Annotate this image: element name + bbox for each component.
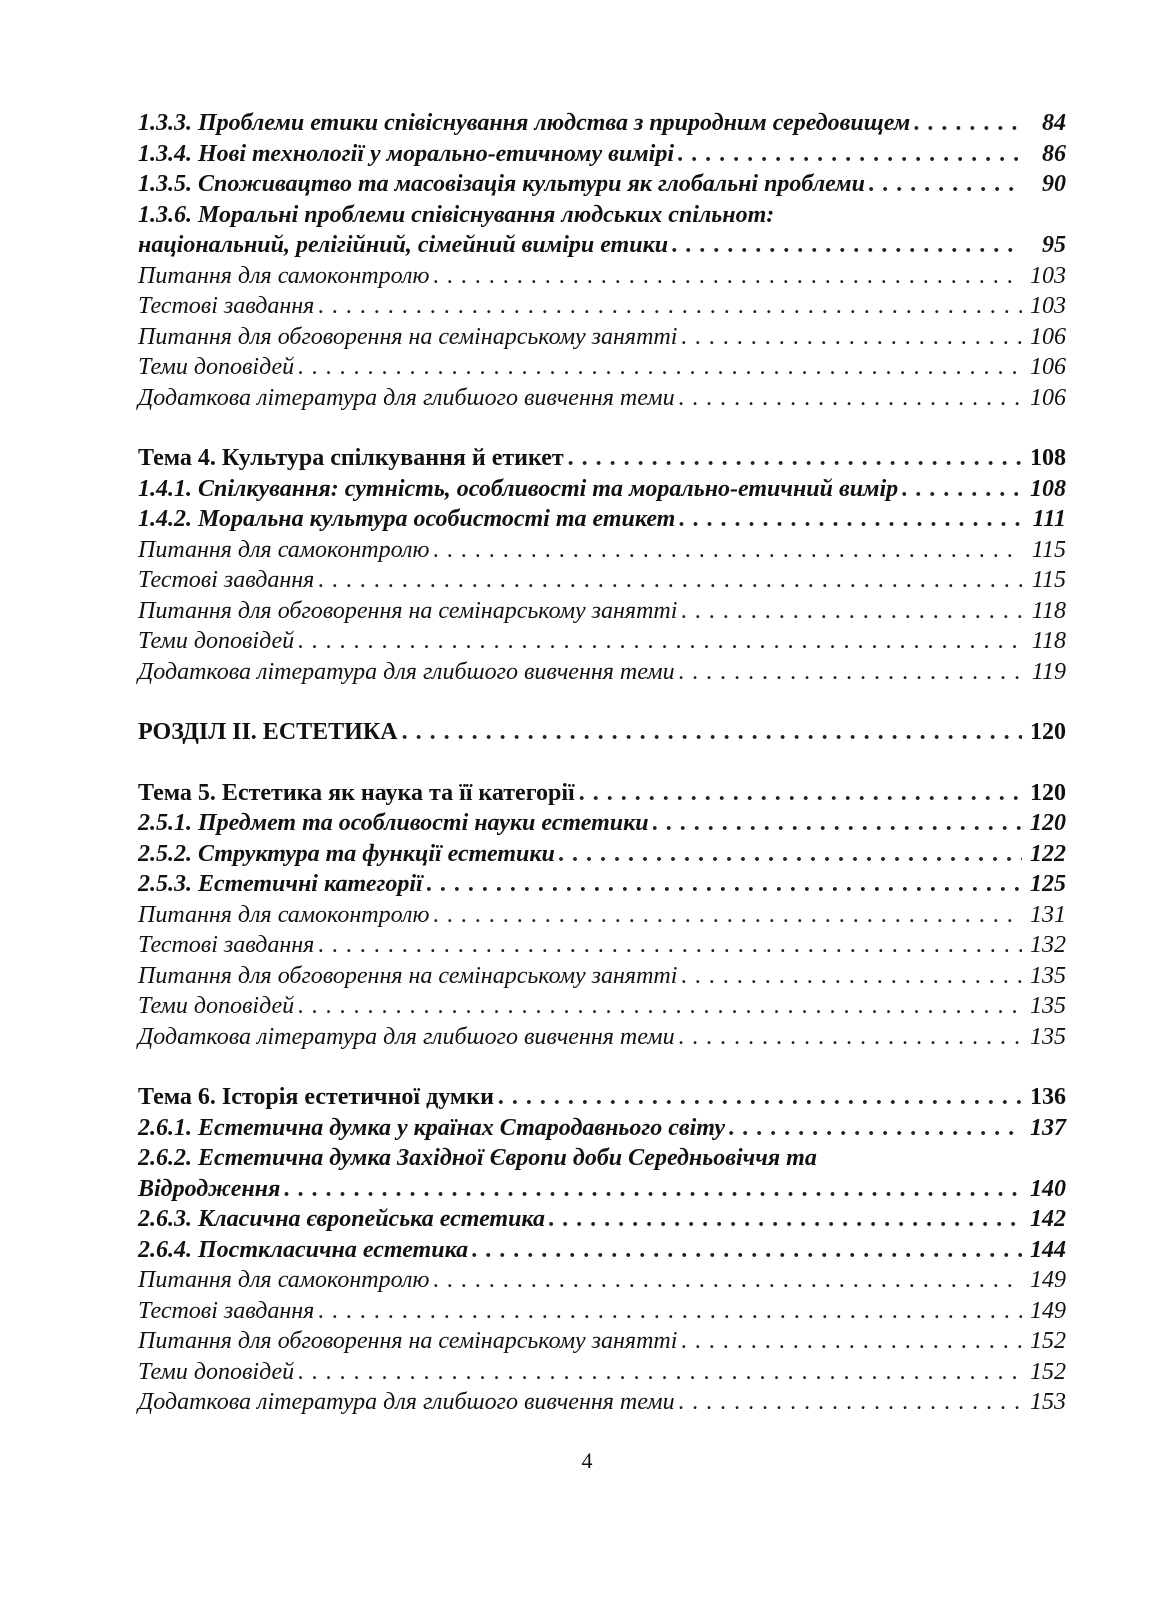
toc-entry[interactable] — [138, 1082, 1066, 1113]
toc-entry-page: 149 — [1030, 1267, 1066, 1293]
toc-entry[interactable] — [138, 1235, 1066, 1266]
toc-entry[interactable] — [138, 1326, 1066, 1357]
toc-entry-title: 2.6.4. Посткласична естетика — [138, 1236, 469, 1263]
toc-entry[interactable] — [138, 1265, 1066, 1296]
toc-entry-page: 153 — [1030, 1389, 1066, 1415]
toc-entry[interactable] — [138, 839, 1066, 870]
toc-entry[interactable] — [138, 565, 1066, 596]
toc-leader-dots — [653, 808, 1022, 839]
toc-leader-dots — [679, 657, 1022, 688]
toc-entry-title: Тестові завдання — [138, 293, 315, 319]
toc-entry-page: 118 — [1031, 628, 1066, 654]
toc-entry[interactable] — [138, 1022, 1066, 1053]
toc-entry-title: Питання для обговорення на семінарському занятті — [138, 962, 678, 989]
toc-entry[interactable] — [138, 443, 1066, 474]
toc-entry[interactable] — [138, 596, 1066, 627]
toc-leader-dots — [318, 291, 1022, 322]
toc-entry-page: 135 — [1030, 962, 1066, 989]
toc-entry-title: Відродження — [138, 1175, 281, 1202]
toc-leader-dots — [298, 1357, 1022, 1388]
section-spacer — [138, 748, 1066, 778]
toc-entry[interactable] — [138, 535, 1066, 566]
toc-entry-title: 2.5.1. Предмет та особливості науки естетики — [138, 810, 649, 836]
toc-entry[interactable] — [138, 991, 1066, 1022]
toc-leader-dots — [679, 504, 1022, 535]
toc-leader-dots — [914, 108, 1022, 139]
toc-leader-dots — [433, 261, 1022, 292]
toc-entry-page: 95 — [1042, 232, 1066, 258]
toc-entry[interactable] — [138, 1113, 1066, 1144]
toc-leader-dots — [472, 1235, 1022, 1266]
toc-leader-dots — [681, 961, 1022, 992]
toc-entry[interactable] — [138, 626, 1066, 657]
toc-leader-dots — [402, 717, 1022, 748]
toc-entry-title: 2.5.2. Структура та функції естетики — [138, 840, 555, 867]
toc-leader-dots — [729, 1113, 1022, 1144]
toc-entry-title: Питання для самоконтролю — [138, 901, 430, 928]
toc-entry[interactable] — [138, 261, 1066, 292]
toc-leader-dots — [433, 900, 1022, 931]
toc-leader-dots — [549, 1204, 1022, 1235]
toc-entry[interactable] — [138, 139, 1066, 170]
toc-entry-page: 142 — [1030, 1206, 1066, 1232]
toc-leader-dots — [679, 1022, 1022, 1053]
toc-entry[interactable] — [138, 108, 1066, 139]
toc-entry-title: національний, релігійний, сімейний виміри етики — [138, 232, 669, 258]
page-number: 4 — [581, 1448, 593, 1473]
toc-leader-dots — [681, 322, 1022, 353]
toc-entry-title: Тестові завдання — [138, 932, 315, 958]
toc-entry-page: 106 — [1030, 323, 1066, 350]
toc-entry[interactable] — [138, 1387, 1066, 1418]
toc-entry-title: РОЗДІЛ ІІ. ЕСТЕТИКА — [138, 719, 398, 745]
toc-entry[interactable] — [138, 1204, 1066, 1235]
toc-entry-page: 120 — [1030, 810, 1066, 836]
toc-leader-dots — [318, 565, 1022, 596]
toc-entry-page: 135 — [1030, 1023, 1066, 1050]
toc-entry[interactable] — [138, 200, 1066, 231]
toc-entry-title: Тема 6. Історія естетичної думки — [138, 1084, 494, 1110]
toc-entry-title: Додаткова література для глибшого вивчення теми — [138, 1389, 675, 1415]
toc-leader-dots — [318, 1296, 1022, 1327]
toc-entry-title: 1.3.5. Споживацтво та масовізація культури як глобальні проблеми — [138, 171, 865, 197]
toc-entry-title: Тема 5. Естетика як наука та її категорії — [138, 779, 575, 806]
toc-entry-page: 144 — [1030, 1236, 1066, 1263]
toc-entry[interactable] — [138, 322, 1066, 353]
toc-entry[interactable] — [138, 1143, 1066, 1174]
toc-leader-dots — [679, 1387, 1022, 1418]
toc-entry-title: 1.4.2. Моральна культура особистості та етикет — [138, 506, 676, 532]
toc-entry[interactable] — [138, 930, 1066, 961]
toc-leader-dots — [672, 230, 1022, 261]
toc-leader-dots — [284, 1174, 1022, 1205]
toc-entry-title: Теми доповідей — [138, 993, 295, 1019]
toc-entry-title: 1.3.4. Нові технології у морально-етичному вимірі — [138, 140, 674, 167]
toc-entry[interactable] — [138, 808, 1066, 839]
toc-entry-title: Теми доповідей — [138, 354, 295, 380]
toc-entry-page: 125 — [1030, 871, 1066, 897]
section-spacer — [138, 687, 1066, 717]
toc-entry-page: 103 — [1030, 293, 1066, 319]
toc-entry-title: Додаткова література для глибшого вивчення теми — [138, 1023, 675, 1050]
section-spacer — [138, 1052, 1066, 1082]
toc-leader-dots — [433, 1265, 1022, 1296]
toc-entry-page: 90 — [1042, 171, 1066, 197]
toc-entry-title: Теми доповідей — [138, 628, 295, 654]
toc-entry-page: 84 — [1042, 110, 1066, 136]
toc-entry-title: Додаткова література для глибшого вивчення теми — [138, 658, 675, 685]
toc-entry-title: Тестові завдання — [138, 567, 315, 593]
toc-entry-title: Теми доповідей — [138, 1358, 295, 1385]
toc-entry-page: 115 — [1031, 567, 1066, 593]
toc-entry[interactable] — [138, 474, 1066, 505]
toc-entry-page: 131 — [1030, 901, 1066, 928]
toc-entry-page: 136 — [1030, 1084, 1066, 1110]
toc-entry-title: Тема 4. Культура спілкування й етикет — [138, 445, 564, 471]
toc-entry-page: 120 — [1030, 719, 1066, 745]
toc-entry[interactable] — [138, 657, 1066, 688]
toc-leader-dots — [681, 596, 1022, 627]
toc-leader-dots — [579, 778, 1022, 809]
toc-entry-title: Питання для обговорення на семінарському занятті — [138, 323, 678, 350]
toc-entry[interactable] — [138, 1357, 1066, 1388]
toc-leader-dots — [678, 139, 1022, 170]
toc-entry[interactable] — [138, 961, 1066, 992]
toc-entry[interactable] — [138, 869, 1066, 900]
toc-entry[interactable] — [138, 504, 1066, 535]
toc-entry-page: 111 — [1032, 506, 1066, 532]
toc-entry[interactable] — [138, 778, 1066, 809]
toc-leader-dots — [433, 535, 1022, 566]
toc-entry-page: 120 — [1030, 779, 1066, 806]
toc-leader-dots — [568, 443, 1022, 474]
toc-entry-title: 1.3.3. Проблеми етики співіснування людства з природним середовищем — [138, 110, 911, 136]
toc-entry-title: Питання для самоконтролю — [138, 262, 430, 289]
toc-leader-dots — [869, 169, 1022, 200]
toc-entry-page: 119 — [1031, 658, 1066, 685]
toc-entry-page: 152 — [1030, 1358, 1066, 1385]
toc-entry[interactable] — [138, 383, 1066, 414]
toc-entry-title: 2.6.3. Класична європейська естетика — [138, 1206, 545, 1232]
toc-leader-dots — [902, 474, 1022, 505]
toc-entry-title: 1.3.6. Моральні проблеми співіснування людських спільнот: — [138, 201, 775, 228]
toc-entry-page: 103 — [1030, 262, 1066, 289]
toc-entry-page: 152 — [1030, 1328, 1066, 1354]
toc-entry-title: 1.4.1. Спілкування: сутність, особливості та морально-етичний вимір — [138, 475, 899, 502]
toc-entry-title: 2.5.3. Естетичні категорії — [138, 871, 423, 897]
toc-leader-dots — [298, 626, 1022, 657]
toc-entry-page: 135 — [1030, 993, 1066, 1019]
toc-entry-page: 115 — [1031, 536, 1066, 563]
toc-leader-dots — [559, 839, 1022, 870]
toc-entry[interactable] — [138, 169, 1066, 200]
section-spacer — [138, 413, 1066, 443]
toc-leader-dots — [298, 352, 1022, 383]
toc-entry-page: 140 — [1030, 1175, 1066, 1202]
toc-entry-title: Тестові завдання — [138, 1297, 315, 1324]
toc-entry-page: 106 — [1030, 354, 1066, 380]
toc-entry-page: 149 — [1030, 1297, 1066, 1324]
toc-entry[interactable] — [138, 291, 1066, 322]
toc-leader-dots — [427, 869, 1022, 900]
toc-leader-dots — [498, 1082, 1022, 1113]
toc-entry[interactable] — [138, 1296, 1066, 1327]
toc-entry-page: 132 — [1030, 932, 1066, 958]
table-of-contents — [138, 108, 1066, 1418]
toc-leader-dots — [318, 930, 1022, 961]
toc-entry-page: 86 — [1042, 140, 1066, 167]
toc-entry-page: 106 — [1030, 384, 1066, 411]
toc-entry-page: 118 — [1031, 597, 1066, 624]
toc-entry-title: Додаткова література для глибшого вивчення теми — [138, 384, 675, 411]
toc-entry-title: Питання для обговорення на семінарському занятті — [138, 1328, 678, 1354]
toc-entry-page: 137 — [1030, 1114, 1066, 1141]
toc-leader-dots — [679, 383, 1022, 414]
toc-entry[interactable] — [138, 1174, 1066, 1205]
toc-entry-page: 108 — [1030, 475, 1066, 502]
toc-entry[interactable] — [138, 230, 1066, 261]
toc-entry-title: Питання для обговорення на семінарському занятті — [138, 597, 678, 624]
toc-entry-title: Питання для самоконтролю — [138, 1267, 430, 1293]
toc-leader-dots — [298, 991, 1022, 1022]
toc-entry[interactable] — [138, 900, 1066, 931]
toc-entry[interactable] — [138, 352, 1066, 383]
toc-entry-title: Питання для самоконтролю — [138, 536, 430, 563]
toc-entry-page: 122 — [1030, 840, 1066, 867]
toc-entry-page: 108 — [1030, 445, 1066, 471]
toc-entry-title: 2.6.1. Естетична думка у країнах Стародавнього світу — [138, 1114, 725, 1141]
toc-leader-dots — [681, 1326, 1022, 1357]
toc-entry[interactable] — [138, 717, 1066, 748]
toc-entry-title: 2.6.2. Естетична думка Західної Європи доби Середньовіччя та — [138, 1145, 817, 1171]
